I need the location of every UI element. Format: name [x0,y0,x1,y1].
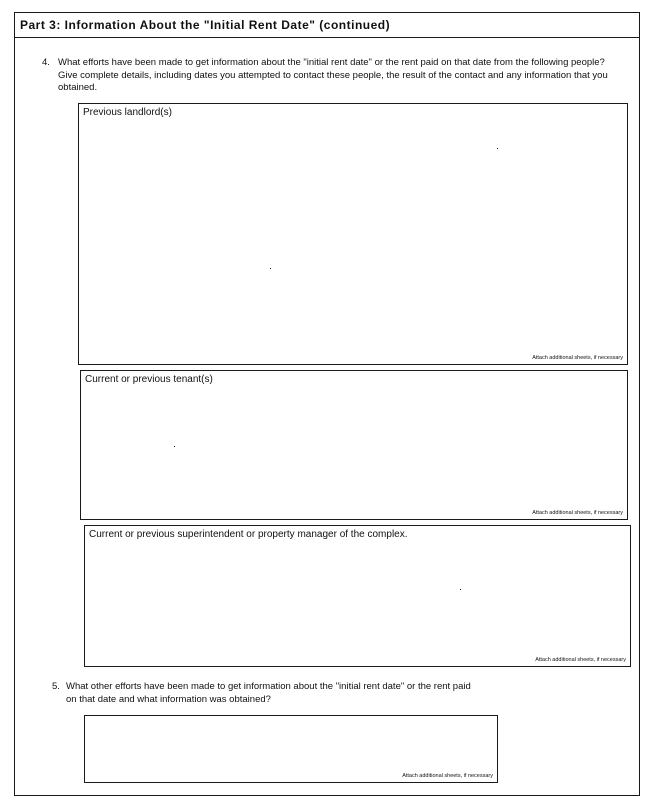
tenant-label: Current or previous tenant(s) [85,374,213,385]
previous-landlord-answer-box[interactable] [78,103,628,365]
scan-artifact [460,589,461,590]
superintendent-answer-box[interactable] [84,525,631,667]
scan-artifact [174,446,175,447]
other-efforts-attach-note: Attach additional sheets, if necessary [402,773,493,779]
other-efforts-answer-box[interactable] [84,715,498,783]
previous-landlord-label: Previous landlord(s) [83,107,172,118]
part-header [14,12,640,38]
superintendent-attach-note: Attach additional sheets, if necessary [535,657,626,663]
question-4-text: What efforts have been made to get information about the "initial rent date" or the rent paid on that date from the following people? Give complete details, including dates you attempted to contact these people, the result of the contact and any information that you obtained. [58,57,608,93]
part-header-title: Part 3: Information About the "Initial Rent Date" (continued) [20,18,391,32]
scan-artifact [497,148,498,149]
question-5 [52,681,472,706]
superintendent-label: Current or previous superintendent or property manager of the complex. [89,529,408,540]
question-4-number: 4. [42,57,50,68]
previous-landlord-attach-note: Attach additional sheets, if necessary [532,355,623,361]
scan-artifact [270,268,271,269]
tenant-attach-note: Attach additional sheets, if necessary [532,510,623,516]
question-5-text: What other efforts have been made to get information about the "initial rent date" or the rent paid on that date and what information was obtained? [66,681,471,705]
tenant-answer-box[interactable] [80,370,628,520]
question-4 [42,57,612,95]
question-5-number: 5. [52,681,60,692]
